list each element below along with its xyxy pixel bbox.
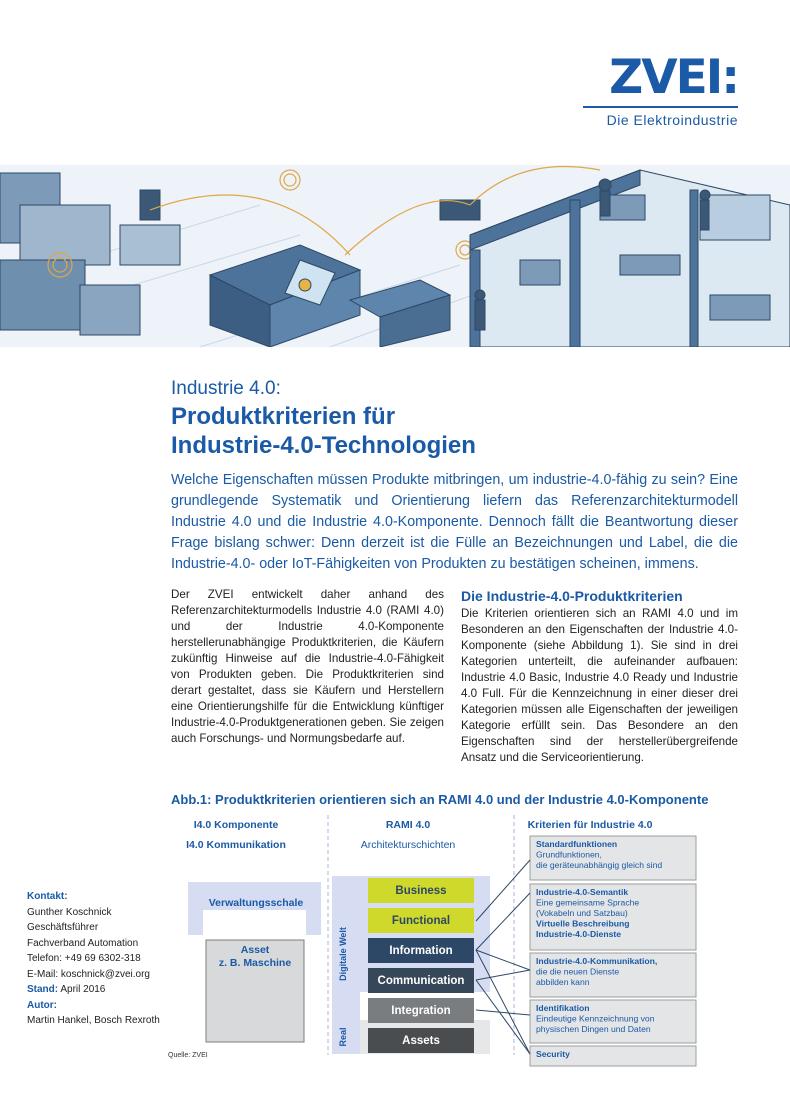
section-heading: Die Industrie-4.0-Produktkriterien <box>461 588 683 604</box>
criteria-text: (Vokabeln und Satzbau) <box>536 908 628 918</box>
title-line-2: Industrie-4.0-Technologien <box>171 432 476 459</box>
digital-world-label: Digitale Welt <box>338 927 348 981</box>
layer-label-information: Information <box>389 945 453 957</box>
figure-caption: Abb.1: Produktkriterien orientieren sich an RAMI 4.0 und der Industrie 4.0-Komponente <box>171 792 709 807</box>
title-line-1: Produktkriterien für <box>171 403 396 430</box>
col2-title: RAMI 4.0 <box>385 819 431 831</box>
col3-title: Kriterien für Industrie 4.0 <box>527 819 653 831</box>
author-label: Autor: <box>27 999 57 1011</box>
layer-label-integration: Integration <box>391 1005 451 1017</box>
asset-label-1: Asset <box>240 944 270 956</box>
criteria-text: Eine gemeinsame Sprache <box>536 897 640 908</box>
col1-title: I4.0 Komponente <box>193 819 279 831</box>
layer-label-business: Business <box>395 885 447 897</box>
real-world-label: Real <box>338 1027 348 1047</box>
lead-paragraph: Welche Eigenschaften müssen Produkte mitbringen, um industrie-4.0-fähig zu sein? Eine grundlegende Systematik und Orientierung liefern das Referenzarchitekturmodell Industrie 4.0 und die Industrie 4.0-Komponente. Dennoch fällt die Beantwortung dieser Frage bislang schwer: Denn derzeit ist die Fülle an Bezeichnungen und Label, die die Industrie-4.0- oder IoT-Fähigkeiten von Produkten zu bestätigen scheinen, immens. <box>171 472 738 572</box>
hero-illustration <box>0 165 790 347</box>
criteria-text: Standardfunktionen <box>536 839 618 849</box>
body-text-left: Der ZVEI entwickelt daher anhand des Referenzarchitekturmodells Industrie 4.0 (RAMI 4.0) und der Industrie 4.0-Komponente herstellerunabhängige Produktkriterien, die Käufern zukünftig Hinweise auf die Industrie-4.0-Fähigkeit von Produkten geben. Die Produktkriterien sind derart gestaltet, dass sie Käufern und Herstellern eine Orientierungshilfe für die Entwicklung künftiger Industrie-4.0-Produktgenerationen geben. Sie zeigen auch Forschungs- und Normungsbedarfe auf. <box>171 588 444 745</box>
logo-divider <box>583 106 738 108</box>
criteria-text: die die neuen Dienste <box>536 966 620 977</box>
admin-shell-label: Verwaltungsschale <box>208 897 304 909</box>
criteria-text: Eindeutige Kennzeichnung von <box>536 1013 655 1024</box>
criteria-text: Industrie-4.0-Semantik <box>536 887 629 897</box>
date-label: Stand: <box>27 984 59 995</box>
criteria-text: Industrie-4.0-Dienste <box>536 929 622 939</box>
logo-subtitle: Die Elektroindustrie <box>606 112 738 128</box>
contact-label: Kontakt: <box>27 891 68 902</box>
criteria-text: Identifikation <box>536 1003 590 1013</box>
author-value: Martin Hankel, Bosch Rexroth <box>27 1015 160 1026</box>
criteria-text: Virtuelle Beschreibung <box>536 918 630 929</box>
contact-role: Geschäftsführer <box>27 922 99 933</box>
figure-diagram <box>166 810 741 1070</box>
col2-sub: Architekturschichten <box>360 839 456 851</box>
zvei-logo <box>583 50 738 128</box>
date-value: April 2016 <box>60 984 106 995</box>
page-title <box>171 402 731 460</box>
col1-sub: I4.0 Kommunikation <box>186 839 286 851</box>
layer-label-assets: Assets <box>402 1035 440 1047</box>
criteria-text: die geräteunabhängig gleich sind <box>536 860 663 870</box>
logo-wordmark: ZVEI: <box>609 50 738 105</box>
criteria-text: physischen Dingen und Daten <box>536 1024 651 1034</box>
body-text-right <box>461 588 738 766</box>
contact-dept: Fachverband Automation <box>27 937 139 949</box>
contact-email[interactable]: E-Mail: koschnick@zvei.org <box>27 968 150 980</box>
layer-label-functional: Functional <box>391 915 451 927</box>
figure-source: Quelle: ZVEI <box>168 1052 208 1059</box>
asset-label-2: z. B. Maschine <box>218 957 292 969</box>
layer-label-communication: Communication <box>377 975 465 987</box>
criteria-text: Grundfunktionen, <box>536 849 602 860</box>
contact-block <box>27 889 167 1029</box>
contact-phone: Telefon: +49 69 6302-318 <box>27 953 141 964</box>
criteria-text: abbilden kann <box>536 977 590 987</box>
page-kicker: Industrie 4.0: <box>171 378 281 399</box>
criteria-text: Industrie-4.0-Kommunikation, <box>536 956 658 966</box>
section-text: Die Kriterien orientieren sich an RAMI 4.0 und im Besonderen an den Eigenschaften der Industrie 4.0-Komponente (siehe Abbildung 1). Sie sind in drei Kategorien unterteilt, die aufeinander aufbauen: Industrie 4.0 Basic, Industrie 4.0 Ready und Industrie 4.0 Full. Für die Kennzeichnung in einer dieser drei Kategorien müssen alle Eigenschaften der jeweiligen Kategorie erfüllt sein. Das Besondere an den Eigenschaften sind der herstellerübergreifende Ansatz und die Serviceorientierung. <box>461 607 738 764</box>
contact-name: Gunther Koschnick <box>27 906 112 918</box>
criteria-text: Security <box>536 1049 570 1059</box>
